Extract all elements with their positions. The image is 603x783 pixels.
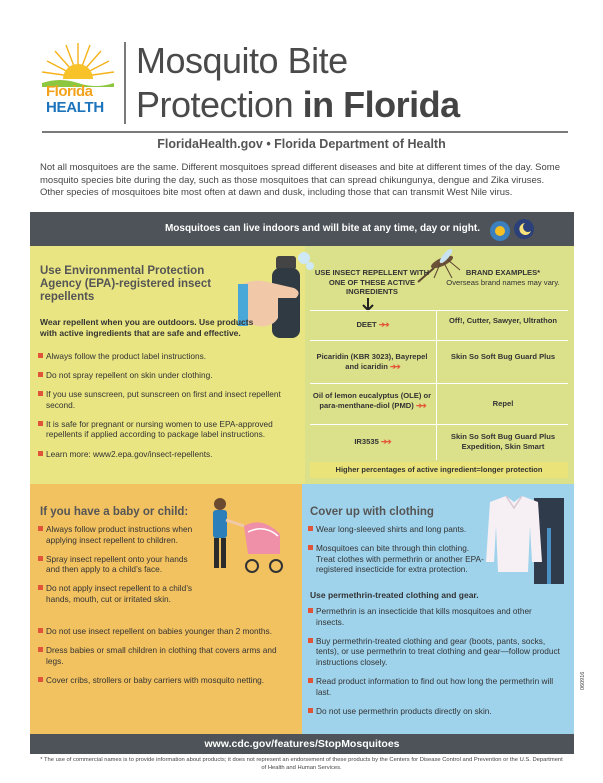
epa-subheading: Wear repellent when you are outdoors. Use products with active ingredients that are safe and effective. xyxy=(40,317,254,338)
clothing-heading: Cover up with clothing xyxy=(310,506,434,518)
table-brand-header xyxy=(440,268,566,287)
list-item: Do not use insect repellent on babies younger than 2 months. xyxy=(38,626,296,637)
epa-heading: Use Environmental Protection Agency (EPA)-registered insect repellents xyxy=(40,265,212,303)
arrow-icon: ➔➔ xyxy=(380,437,390,446)
table-row-divider xyxy=(310,310,568,311)
list-item: Spray insect repellent onto your hands and then apply to a child’s face. xyxy=(38,554,198,575)
parent-stroller-icon xyxy=(200,496,292,578)
arrow-icon: ➔➔ xyxy=(390,361,399,371)
arrow-icon: ➔➔ xyxy=(415,400,425,410)
title-bold-text: in Florida xyxy=(302,84,460,125)
logo-text-health: HEALTH xyxy=(46,99,104,116)
permethrin-bullet-list xyxy=(308,606,560,725)
table-row xyxy=(312,391,432,410)
arrow-icon: ➔➔ xyxy=(378,320,388,329)
clothing-bullet-list xyxy=(308,524,490,583)
baby-bullet-list xyxy=(38,524,198,613)
header xyxy=(0,0,603,135)
list-item: Always follow product instructions when applying insect repellent to children. xyxy=(38,524,198,545)
header-divider xyxy=(124,42,126,124)
table-column-divider xyxy=(436,310,437,460)
brand-header-note: Overseas brand names may vary. xyxy=(446,277,560,287)
list-item: Dress babies or small children in clothing that covers arms and legs. xyxy=(38,645,296,666)
top-banner xyxy=(30,212,574,246)
list-item: Wear long-sleeved shirts and long pants. xyxy=(308,524,490,535)
epa-bullet-list xyxy=(38,351,303,468)
list-item: Do not spray repellent on skin under clothing. xyxy=(38,370,303,381)
table-row-divider xyxy=(310,340,568,341)
list-item: Learn more: www2.epa.gov/insect-repellents. xyxy=(38,449,303,460)
list-item: If you use sunscreen, put sunscreen on first and insect repellent second. xyxy=(38,389,303,410)
list-item: It is safe for pregnant or nursing women to use EPA-approved repellents if applied according to package label instructions. xyxy=(38,419,303,440)
brand-cell: Skin So Soft Bug Guard Plus Expedition, Skin Smart xyxy=(450,432,556,451)
footnote: * The use of commercial names is to provide information about products; it does not represent an endorsement of these products by the Centers for Disease Control and Prevention or the U.S. Department of Health and Human Services. xyxy=(40,757,563,771)
permethrin-subheading: Use permethrin-treated clothing and gear. xyxy=(310,590,479,600)
header-rule xyxy=(42,131,568,133)
list-item: Do not apply insect repellent to a child’s hands, mouth, cut or irritated skin. xyxy=(38,583,198,604)
table-row xyxy=(312,352,432,371)
bottom-banner-url[interactable]: www.cdc.gov/features/StopMosquitoes xyxy=(30,734,574,754)
top-banner-text: Mosquitoes can live indoors and will bite at any time, day or night. xyxy=(164,223,480,234)
table-row xyxy=(312,437,432,447)
table-row-divider xyxy=(310,383,568,384)
florida-health-logo xyxy=(42,43,114,121)
site-line: FloridaHealth.gov • Florida Department of Health xyxy=(157,137,446,151)
sun-moon-icon xyxy=(488,218,540,242)
page-title-line2 xyxy=(136,84,460,126)
table-row xyxy=(312,320,432,330)
shirt-pants-icon xyxy=(484,492,570,588)
list-item: Permethrin is an insecticide that kills mosquitoes and other insects. xyxy=(308,606,560,627)
list-item: Buy permethrin-treated clothing and gear (boots, pants, socks, tents), or use permethrin to treat clothing and gear—follow product instructions closely. xyxy=(308,636,560,668)
ingredient-cell: Oil of lemon eucalyptus (OLE) or para-menthane-diol (PMD) xyxy=(312,391,432,410)
table-row-divider xyxy=(310,424,568,425)
baby-bullet-list-2 xyxy=(38,626,296,694)
page-title-line1: Mosquito Bite xyxy=(136,40,348,81)
title-light-text: Protection xyxy=(136,84,294,125)
baby-heading: If you have a baby or child: xyxy=(40,506,189,518)
document-code: 060916 xyxy=(580,671,586,690)
ingredient-cell: Picaridin (KBR 3023), Bayrepel and icaridin xyxy=(316,352,428,371)
brand-cell: Off!, Cutter, Sawyer, Ultrathon xyxy=(448,316,557,325)
ingredient-cell: DEET xyxy=(356,320,377,329)
intro-paragraph: Not all mosquitoes are the same. Different mosquitoes spread different diseases and bite at different times of the day. Some mosquito species bite during the day, such as those mosquitoes that can spread chikungunya, dengue and Zika viruses. Other species of mosquitoes bite most often at dawn and dusk, including those that can transmit West Nile virus. xyxy=(40,162,560,198)
brand-header-title: BRAND EXAMPLES* xyxy=(465,268,541,277)
table-ingredient-header: USE INSECT REPELLENT WITH ONE OF THESE ACTIVE INGREDIENTS xyxy=(314,268,430,296)
list-item: Mosquitoes can bite through thin clothing. Treat clothes with permethrin or another EPA-registered insecticide for extra protection. xyxy=(308,543,490,575)
list-item: Cover cribs, strollers or baby carriers with mosquito netting. xyxy=(38,675,296,686)
logo-text-florida: Florida xyxy=(46,83,93,100)
list-item: Always follow the product label instructions. xyxy=(38,351,303,362)
protection-note: Higher percentages of active ingredient=longer protection xyxy=(310,462,568,478)
brand-cell: Skin So Soft Bug Guard Plus xyxy=(450,352,556,361)
brand-cell: Repel xyxy=(492,399,514,408)
list-item: Do not use permethrin products directly on skin. xyxy=(308,706,560,717)
ingredient-cell: IR3535 xyxy=(354,437,379,446)
list-item: Read product information to find out how long the permethrin will last. xyxy=(308,676,560,697)
